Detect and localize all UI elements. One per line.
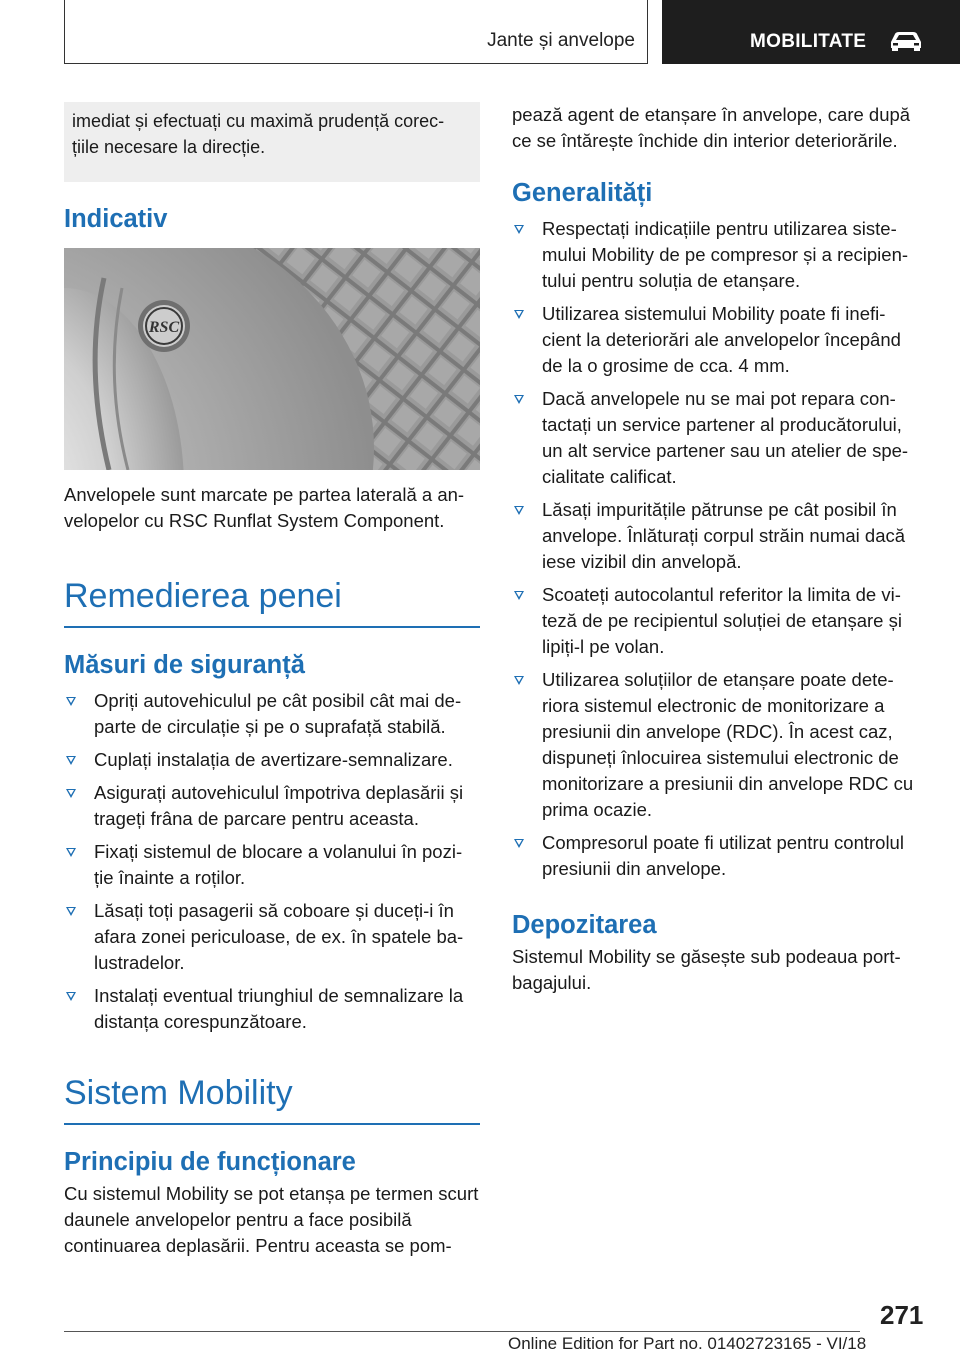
list-item: Utilizarea soluțiilor de etanșare poate dete- riora sistemul electronic de monitorizare a presiunii din anvelope (RDC). În acest caz, dispuneți înlocuirea sistemului electronic de monitorizare a presiunii din anvelope RDC cu prima ocazie. [512,667,922,823]
header-chapter-bar [662,0,960,64]
list-item: Fixați sistemul de blocare a volanului în pozi- ție înainte a roților. [64,839,480,891]
masuri-heading: Măsuri de siguranță [64,651,305,679]
generalitati-list [512,216,922,882]
right-column [512,102,922,996]
left-column [64,102,480,1259]
list-item: Utilizarea sistemului Mobility poate fi inefi- cient la deteriorări ale anvelopelor începând de la o grosime de cca. 4 mm. [512,301,922,379]
list-item: Opriți autovehiculul pe cât posibil cât mai de- parte de circulație și pe o suprafață stabilă. [64,688,480,740]
bullet-triangle-icon [66,697,76,706]
bullet-triangle-icon [66,907,76,916]
principiu-heading: Principiu de funcționare [64,1148,356,1176]
principiu-text: Cu sistemul Mobility se pot etanșa pe termen scurt daunele anvelopelor pentru a face posibilă continuarea deplasării. Pentru aceasta se pom- [64,1183,479,1256]
header-section-box [64,0,648,64]
notice-box [64,102,480,182]
bullet-triangle-icon [514,395,524,404]
tire-sidewall-photo [64,248,480,470]
indicativ-heading: Indicativ [64,205,168,233]
bullet-triangle-icon [514,225,524,234]
continuation-text: pează agent de etanșare în anvelope, care după ce se întărește închide din interior deteriorările. [512,104,911,151]
bullet-triangle-icon [66,789,76,798]
generalitati-heading: Generalități [512,179,653,207]
bullet-triangle-icon [514,839,524,848]
sistem-mobility-heading: Sistem Mobility [64,1073,480,1125]
list-item: Lăsați impuritățile pătrunse pe cât posibil în anvelope. Înlăturați corpul străin numai dacă iese vizibil din anvelopă. [512,497,922,575]
list-item: Lăsați toți pasagerii să coboare și duceți-i în afara zonei periculoase, de ex. în spatele ba- lustradelor. [64,898,480,976]
bullet-triangle-icon [66,756,76,765]
list-item: Dacă anvelopele nu se mai pot repara con- tactați un service partener al producătorului, un alt service partener sau un atelier de spe- cialitate calificat. [512,386,922,490]
footer-edition: Online Edition for Part no. 01402723165 - VI/18 [508,1334,867,1353]
bullet-triangle-icon [66,992,76,1001]
list-item: Compresorul poate fi utilizat pentru controlul presiunii din anvelope. [512,830,922,882]
bullet-triangle-icon [514,310,524,319]
masuri-list [64,688,480,1035]
bullet-triangle-icon [514,506,524,515]
bullet-triangle-icon [514,591,524,600]
depozitarea-text: Sistemul Mobility se găsește sub podeaua port- bagajului. [512,946,901,993]
list-item: Respectați indicațiile pentru utilizarea siste- mului Mobility de pe compresor și a recipien- tului pentru soluția de etanșare. [512,216,922,294]
rsc-logo-text: RSC [148,319,180,336]
bullet-triangle-icon [66,848,76,857]
list-item: Cuplați instalația de avertizare-semnalizare. [64,747,480,773]
bullet-triangle-icon [514,676,524,685]
notice-text: imediat și efectuați cu maximă prudență corec- țiile necesare la direcție. [72,111,445,157]
depozitarea-heading: Depozitarea [512,911,657,939]
list-item: Asigurați autovehiculul împotriva deplasării și trageți frâna de parcare pentru aceasta. [64,780,480,832]
car-icon [888,28,924,52]
remedierea-heading: Remedierea penei [64,576,480,628]
list-item: Instalați eventual triunghiul de semnalizare la distanța corespunzătoare. [64,983,480,1035]
header-chapter-title: MOBILITATE [750,31,867,52]
header-section-title: Jante și anvelope [487,30,635,51]
footer-divider [64,1331,860,1332]
page-number: 271 [880,1300,924,1330]
tire-caption: Anvelopele sunt marcate pe partea laterală a an- velopelor cu RSC Runflat System Component. [64,484,465,531]
list-item: Scoateți autocolantul referitor la limita de vi- teză de pe recipientul soluției de etanșare și lipiți-l pe volan. [512,582,922,660]
